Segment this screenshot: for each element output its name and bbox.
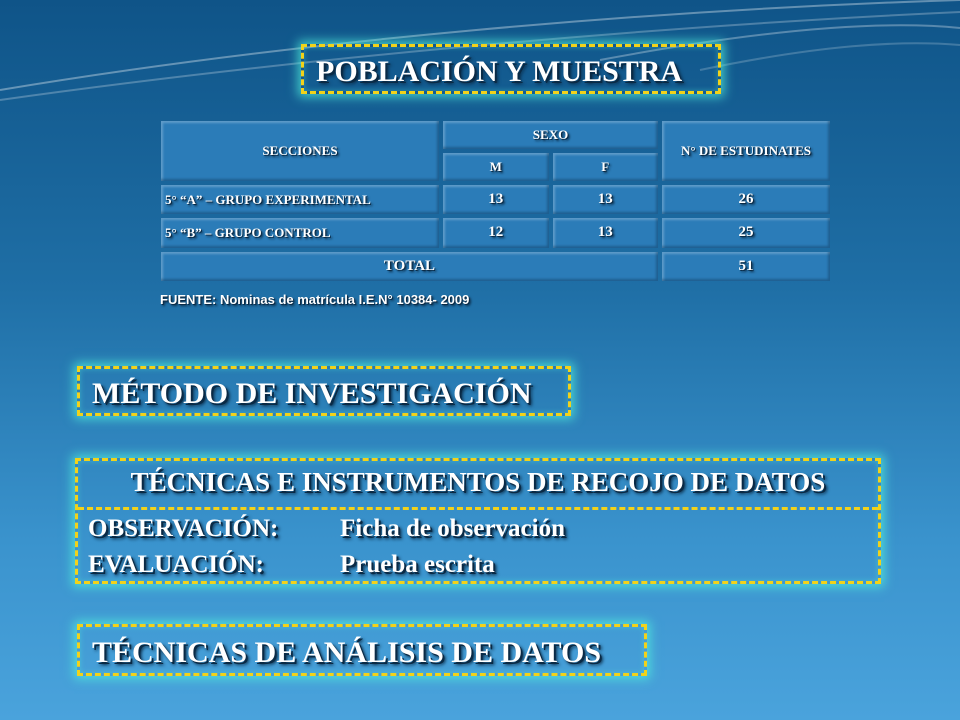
row-m: 13 <box>443 185 549 214</box>
row-total: 25 <box>662 218 830 247</box>
tecnica-row <box>88 551 495 579</box>
table-row <box>161 121 830 149</box>
tecnica-row <box>88 515 565 543</box>
metodo-box <box>77 366 571 416</box>
header-secciones: SECCIONES <box>161 121 439 181</box>
header-m: M <box>443 153 549 181</box>
total-label: TOTAL <box>161 252 658 281</box>
row-f: 13 <box>553 218 659 247</box>
table-row <box>161 218 830 247</box>
metodo-heading: MÉTODO DE INVESTIGACIÓN <box>92 377 532 410</box>
population-table <box>157 117 834 285</box>
tecnica-value: Ficha de observación <box>340 515 565 542</box>
tecnicas-box <box>75 458 881 584</box>
analisis-heading: TÉCNICAS DE ANÁLISIS DE DATOS <box>92 636 602 669</box>
tecnica-label: OBSERVACIÓN: <box>88 515 279 542</box>
total-value: 51 <box>662 252 830 281</box>
tecnica-label: EVALUACIÓN: <box>88 551 264 578</box>
tecnica-value: Prueba escrita <box>340 551 495 578</box>
header-f: F <box>553 153 659 181</box>
header-total-col: N° DE ESTUDINATES <box>662 121 830 181</box>
table-row <box>161 252 830 281</box>
analisis-box <box>77 624 647 676</box>
row-total: 26 <box>662 185 830 214</box>
row-f: 13 <box>553 185 659 214</box>
row-seccion: 5° “A” – GRUPO EXPERIMENTAL <box>161 185 439 214</box>
page-title: POBLACIÓN Y MUESTRA <box>316 55 683 88</box>
row-seccion: 5° “B” – GRUPO CONTROL <box>161 218 439 247</box>
title-box <box>301 44 721 94</box>
tecnicas-divider <box>78 507 878 510</box>
row-m: 12 <box>443 218 549 247</box>
source-note: FUENTE: Nominas de matrícula I.E.N° 10384- 2009 <box>160 292 470 307</box>
header-sexo: SEXO <box>443 121 658 149</box>
tecnicas-heading: TÉCNICAS E INSTRUMENTOS DE RECOJO DE DATOS <box>130 467 826 497</box>
table-row <box>161 185 830 214</box>
